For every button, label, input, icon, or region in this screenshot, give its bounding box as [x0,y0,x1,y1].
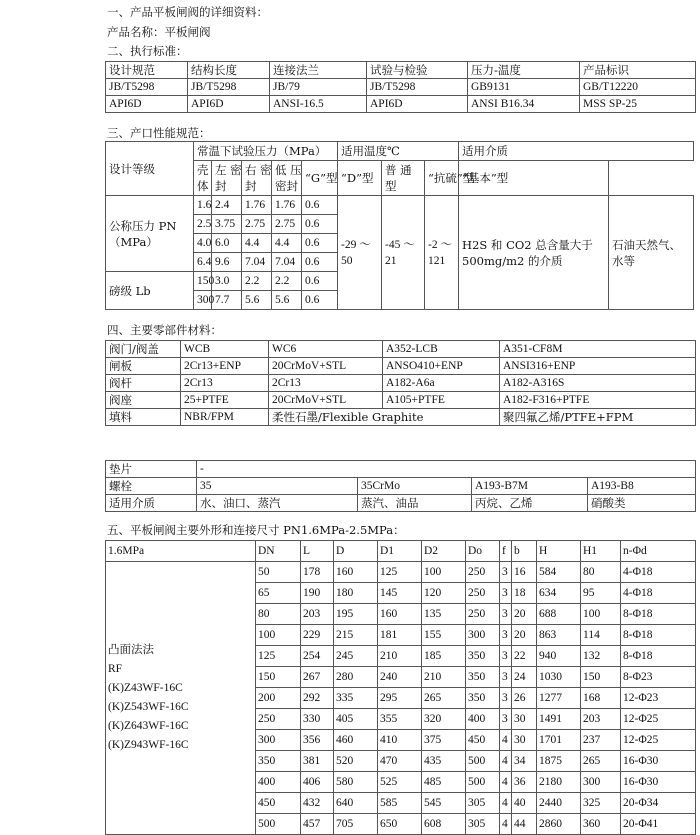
dimension-cell: 330 [301,709,334,730]
dimension-cell: 350 [466,646,500,667]
dimension-cell: 8-Φ18 [621,604,696,625]
dimension-header-cell: L [301,541,334,562]
dimension-cell: 215 [334,625,378,646]
pressure-label: 1.6MPa [106,541,256,562]
left-seal-header: 左 密 封 [212,161,242,196]
dimension-cell: 26 [512,688,537,709]
dimension-cell: 450 [466,730,500,751]
dimension-cell: 250 [466,604,500,625]
temperature-header: 适用温度℃ [338,142,459,161]
dimension-header-cell: H [537,541,581,562]
dimension-cell: 120 [422,583,466,604]
dimension-cell: 24 [512,667,537,688]
section-2-heading: 二、执行标准： [107,44,188,58]
bolt-value: A193-B8 [588,478,696,495]
dimension-cell: 178 [301,562,334,583]
dimension-cell: 305 [466,793,500,814]
dimension-cell: 65 [256,583,301,604]
media-header: 适用介质 [459,142,694,161]
left-seal-value: 1.76 [242,196,272,215]
section-3-heading: 三、产口性能规范： [107,126,211,140]
dimension-cell: 3 [500,562,512,583]
dimension-cell: 432 [301,793,334,814]
dimensions-table [105,540,696,835]
shell-value: 9.6 [212,253,242,272]
design-grade-label: 设计等级 [106,142,194,196]
dimension-cell: 2180 [537,772,581,793]
materials-table-2 [105,460,696,512]
low-seal-value: 0.6 [302,196,338,215]
dimension-cell: 80 [581,562,621,583]
dimension-cell: 2440 [537,793,581,814]
material-part-label: 阀门/阀盖 [106,341,181,358]
material-cell: A351-CF8M [500,341,696,358]
dimension-cell: 250 [466,562,500,583]
dimension-cell: 1701 [537,730,581,751]
model-label-line: (K)Z943WF-16C [108,739,189,751]
basic-type-header: “基本”型 [459,161,609,196]
dimension-cell: 705 [334,814,378,835]
dimension-cell: 203 [581,709,621,730]
left-seal-value: 2.75 [242,215,272,234]
dimension-cell: 30 [512,730,537,751]
dimension-cell: 160 [334,562,378,583]
dimension-cell: 16 [512,562,537,583]
dimension-cell: 585 [378,793,422,814]
d-type-range: -45 ～ 21 [382,196,425,310]
lb-label: 磅级 Lb [106,272,194,310]
standards-cell: API6D [188,96,270,113]
standards-cell: API6D [106,96,188,113]
dimension-cell: 335 [334,688,378,709]
dimension-cell: 12-Φ23 [621,688,696,709]
standards-cell: GB9131 [468,79,580,96]
materials-table [105,340,696,426]
dimension-cell: 8-Φ23 [621,667,696,688]
left-seal-value: 2.2 [242,272,272,291]
dimension-cell: 350 [256,751,301,772]
standards-cell: ANSI B16.34 [468,96,580,113]
dimension-cell: 485 [422,772,466,793]
dimension-cell: 4 [500,814,512,835]
dimension-cell: 292 [301,688,334,709]
dimension-cell: 125 [256,646,301,667]
dimension-cell: 3 [500,709,512,730]
dimension-cell: 245 [334,646,378,667]
dimension-cell: 100 [581,604,621,625]
shell-value: 6.0 [212,234,242,253]
bolt-value: A193-B7M [472,478,588,495]
model-label-line: (K)Z543WF-16C [108,701,189,713]
left-seal-value: 5.6 [242,291,272,310]
pn-value: 1.6 [194,196,212,215]
dimension-cell: 100 [256,625,301,646]
dimension-cell: 160 [378,604,422,625]
material-cell: 2Cr13 [269,375,383,392]
standards-header-row [106,62,696,79]
dimension-cell: 940 [537,646,581,667]
dimension-cell: 20 [512,604,537,625]
dimension-cell: 500 [466,772,500,793]
dimension-cell: 400 [256,772,301,793]
bolt-value: 35CrMo [358,478,472,495]
dimension-row [106,562,696,583]
material-part-label: 阀杆 [106,375,181,392]
dimension-cell: 3 [500,688,512,709]
dimension-cell: 3 [500,604,512,625]
dimension-cell: 634 [537,583,581,604]
materials-row [106,375,696,392]
dimension-header-cell: H1 [581,541,621,562]
dimension-cell: 4 [500,730,512,751]
gasket-value: - [197,461,696,478]
dimension-cell: 470 [378,751,422,772]
standards-row [106,96,696,113]
dimension-cell: 400 [466,709,500,730]
material-cell: 20CrMoV+STL [269,358,383,375]
dimension-cell: 3 [500,646,512,667]
section-4-heading: 四、主要零部件材料： [107,323,222,337]
dimension-cell: 16-Φ30 [621,751,696,772]
right-seal-header: 右 密 封 [242,161,272,196]
dimension-cell: 450 [256,793,301,814]
dimension-cell: 95 [581,583,621,604]
standards-row [106,79,696,96]
lb-value: 300 [194,291,212,310]
pn-label: 公称压力 PN （MPa） [106,196,194,272]
dimension-cell: 650 [378,814,422,835]
model-label-line: 凸面法法 [108,644,154,656]
dimension-cell: 4 [500,751,512,772]
product-name: 产品名称：平板闸阀 [107,25,211,39]
normal-type-header: 普 通 型 [382,161,425,196]
dimension-cell: 135 [422,604,466,625]
standards-header-cell: 产品标识 [580,62,696,79]
low-seal-value: 0.6 [302,272,338,291]
material-part-label: 闸板 [106,358,181,375]
standards-header-cell: 设计规范 [106,62,188,79]
low-seal-value: 0.6 [302,253,338,272]
material-cell: A182-A316S [500,375,696,392]
dimension-cell: 185 [422,646,466,667]
dimension-cell: 12-Φ25 [621,709,696,730]
material-part-label: 阀座 [106,392,181,409]
dimension-cell: 580 [334,772,378,793]
dimension-cell: 405 [334,709,378,730]
material-cell: A182-F316+PTFE [500,392,696,409]
dimension-cell: 100 [422,562,466,583]
dimension-cell: 300 [581,772,621,793]
dimension-header-cell: n-Φd [621,541,696,562]
dimension-cell: 80 [256,604,301,625]
dimension-cell: 267 [301,667,334,688]
left-seal-value: 7.04 [242,253,272,272]
dimension-cell: 355 [378,709,422,730]
pn-value: 2.5 [194,215,212,234]
performance-table [105,141,694,310]
dimension-cell: 250 [466,583,500,604]
dimension-cell: 20 [512,625,537,646]
dimension-cell: 608 [422,814,466,835]
dimension-header-cell: D1 [378,541,422,562]
pn-value: 4.0 [194,234,212,253]
right-seal-value: 7.04 [272,253,302,272]
low-seal-value: 0.6 [302,215,338,234]
dimension-cell: 520 [334,751,378,772]
dimension-cell: 132 [581,646,621,667]
dimension-cell: 640 [334,793,378,814]
dimension-cell: 240 [378,667,422,688]
dimension-header-cell: DN [256,541,301,562]
dimension-cell: 16-Φ30 [621,772,696,793]
standards-cell: API6D [367,96,468,113]
dimension-cell: 50 [256,562,301,583]
gasket-label: 垫片 [106,461,197,478]
dimension-cell: 150 [581,667,621,688]
dimension-cell: 200 [256,688,301,709]
dimension-cell: 457 [301,814,334,835]
standards-cell: ANSI-16.5 [270,96,367,113]
low-pressure-seal-header: 低 压 密封 [272,161,302,196]
section-1-heading: 一、产品平板闸阀的详细资料： [107,5,268,19]
material-cell: ANSO410+ENP [383,358,500,375]
material-cell: 2Cr13+ENP [181,358,269,375]
dimension-cell: 360 [581,814,621,835]
material-cell: ANSI316+ENP [500,358,696,375]
dimension-header-cell: D2 [422,541,466,562]
dimension-cell: 22 [512,646,537,667]
dimension-cell: 500 [466,751,500,772]
shell-header: 壳 体 [194,161,212,196]
left-seal-value: 4.4 [242,234,272,253]
dimension-cell: 350 [466,688,500,709]
bolt-label: 螺栓 [106,478,197,495]
sour-type-header: “抗硫”型 [425,161,459,196]
dimension-cell: 8-Φ18 [621,646,696,667]
standards-header-cell: 结构长度 [188,62,270,79]
standards-header-cell: 连接法兰 [270,62,367,79]
dimension-header-cell: Do [466,541,500,562]
dimension-cell: 435 [422,751,466,772]
pn-value: 6.4 [194,253,212,272]
dimension-header-cell: f [500,541,512,562]
dimension-cell: 500 [256,814,301,835]
materials-row [106,341,696,358]
g-type-range: -29 ～ 50 [338,196,382,310]
filler-value: NBR/FPM [181,409,269,426]
media-value: 丙烷、乙烯 [472,495,588,512]
materials-row [106,392,696,409]
dimension-cell: 3 [500,625,512,646]
dimension-cell: 250 [256,709,301,730]
d-type-header: “D”型 [338,161,382,196]
bolt-value: 35 [197,478,358,495]
dimension-cell: 4 [500,793,512,814]
material-cell: 20CrMoV+STL [269,392,383,409]
material-cell: WC6 [269,341,383,358]
model-label-line: (K)Z643WF-16C [108,720,189,732]
dimension-cell: 460 [334,730,378,751]
dimension-cell: 254 [301,646,334,667]
dimension-cell: 8-Φ18 [621,625,696,646]
material-cell: 2Cr13 [181,375,269,392]
dimension-cell: 300 [466,625,500,646]
dimension-cell: 3 [500,583,512,604]
test-pressure-header: 常温下试验压力（MPa） [194,142,338,161]
right-seal-value: 5.6 [272,291,302,310]
standards-cell: JB/T5298 [367,79,468,96]
shell-value: 2.4 [212,196,242,215]
dimension-cell: 114 [581,625,621,646]
dimension-cell: 2860 [537,814,581,835]
media-value: 硝酸类 [588,495,696,512]
shell-value: 3.0 [212,272,242,291]
media-value: 水、油口、蒸汽 [197,495,358,512]
dimension-cell: 40 [512,793,537,814]
dimension-cell: 525 [378,772,422,793]
dimension-cell: 20-Φ34 [621,793,696,814]
dimension-cell: 410 [378,730,422,751]
dimension-cell: 305 [466,814,500,835]
dimension-cell: 545 [422,793,466,814]
dimension-cell: 190 [301,583,334,604]
dimension-cell: 4-Φ18 [621,583,696,604]
material-cell: A352-LCB [383,341,500,358]
dimension-cell: 863 [537,625,581,646]
dimension-cell: 265 [581,751,621,772]
dimension-cell: 181 [378,625,422,646]
dimension-cell: 145 [378,583,422,604]
dimension-cell: 1491 [537,709,581,730]
shell-value: 7.7 [212,291,242,310]
low-seal-value: 0.6 [302,291,338,310]
dimension-cell: 1030 [537,667,581,688]
dimension-cell: 168 [581,688,621,709]
dimension-cell: 18 [512,583,537,604]
materials-row [106,358,696,375]
material-cell: A105+PTFE [383,392,500,409]
standards-cell: GB/T12220 [580,79,696,96]
dimension-cell: 320 [422,709,466,730]
g-type-header: “G”型 [302,161,338,196]
lb-value: 150 [194,272,212,291]
media-label: 适用介质 [106,495,197,512]
dimension-cell: 20-Φ41 [621,814,696,835]
dimensions-header-row [106,541,696,562]
dimension-cell: 688 [537,604,581,625]
dimension-header-cell: D [334,541,378,562]
dimension-cell: 36 [512,772,537,793]
model-label [106,562,256,835]
material-cell: A182-A6a [383,375,500,392]
low-seal-value: 0.6 [302,234,338,253]
dimension-cell: 237 [581,730,621,751]
dimension-cell: 325 [581,793,621,814]
standards-header-cell: 试验与检验 [367,62,468,79]
dimension-cell: 12-Φ25 [621,730,696,751]
dimension-cell: 34 [512,751,537,772]
dimension-header-cell: b [512,541,537,562]
standards-table [105,61,696,113]
standards-cell: JB/T5298 [106,79,188,96]
section-5-heading: 五、平板闸阀主要外形和连接尺寸 PN1.6MPa-2.5MPa： [107,523,405,537]
material-cell: 25+PTFE [181,392,269,409]
dimension-cell: 3 [500,667,512,688]
dimension-cell: 584 [537,562,581,583]
model-label-line: RF [108,663,123,675]
dimension-cell: 30 [512,709,537,730]
normal-type-range: -2 ～ 121 [425,196,459,310]
dimension-cell: 300 [256,730,301,751]
standards-cell: JB/T5298 [188,79,270,96]
dimension-cell: 406 [301,772,334,793]
dimension-cell: 280 [334,667,378,688]
filler-value: 聚四氟乙烯/PTFE+FPM [500,409,696,426]
dimension-cell: 210 [422,667,466,688]
shell-value: 3.75 [212,215,242,234]
filler-value: 柔性石墨/Flexible Graphite [269,409,500,426]
dimension-cell: 1875 [537,751,581,772]
standards-header-cell: 压力-温度 [468,62,580,79]
material-cell: WCB [181,341,269,358]
right-seal-value: 2.2 [272,272,302,291]
dimension-cell: 155 [422,625,466,646]
right-seal-value: 4.4 [272,234,302,253]
dimension-cell: 375 [422,730,466,751]
dimension-cell: 229 [301,625,334,646]
dimension-cell: 44 [512,814,537,835]
dimension-cell: 265 [422,688,466,709]
model-label-line: (K)Z43WF-16C [108,682,183,694]
right-seal-value: 1.76 [272,196,302,215]
standards-cell: JB/79 [270,79,367,96]
dimension-cell: 1277 [537,688,581,709]
media-value: 蒸汽、油品 [358,495,472,512]
dimension-cell: 350 [466,667,500,688]
filler-label: 填料 [106,409,181,426]
dimension-cell: 356 [301,730,334,751]
dimension-cell: 4 [500,772,512,793]
right-seal-value: 2.75 [272,215,302,234]
standards-cell: MSS SP-25 [580,96,696,113]
dimension-cell: 195 [334,604,378,625]
basic-media: 石油天然气、水等 [609,196,694,310]
dimension-cell: 180 [334,583,378,604]
dimension-cell: 203 [301,604,334,625]
dimension-cell: 150 [256,667,301,688]
dimension-cell: 4-Φ18 [621,562,696,583]
dimension-cell: 295 [378,688,422,709]
dimension-cell: 210 [378,646,422,667]
sour-media: H2S 和 CO2 总含量大于 500mg/m2 的介质 [459,196,609,310]
dimension-cell: 125 [378,562,422,583]
dimension-cell: 381 [301,751,334,772]
